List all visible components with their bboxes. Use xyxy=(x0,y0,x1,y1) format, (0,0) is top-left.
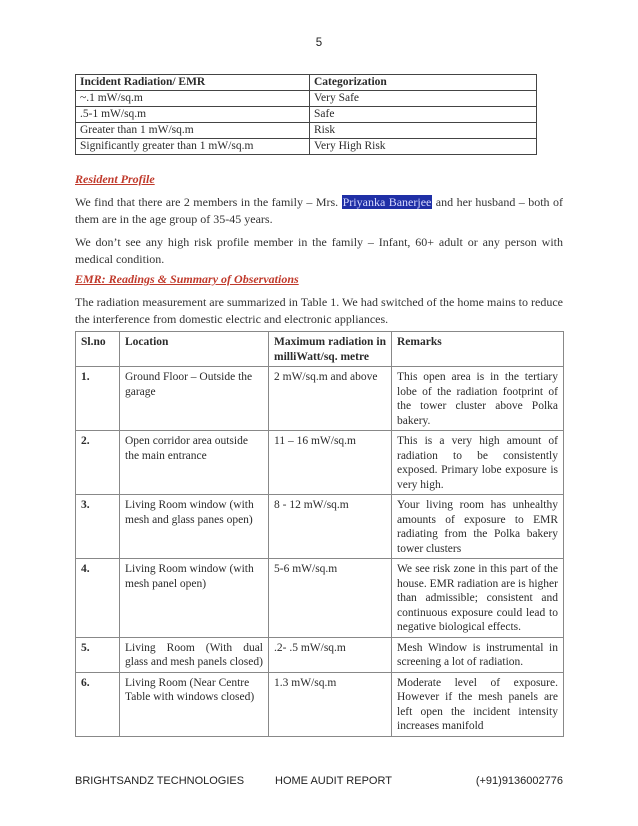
table-header-row xyxy=(76,75,537,91)
remarks-cell: This open area is in the tertiary lobe of the radiation footprint of the tower cluster above Polka bakery. xyxy=(392,367,564,431)
location-cell: Living Room window (with mesh and glass panes open) xyxy=(120,495,269,559)
table-row xyxy=(76,123,537,139)
footer-company: BRIGHTSANDZ TECHNOLOGIES xyxy=(75,775,245,787)
remarks-cell: We see risk zone in this part of the house. EMR radiation are is higher than admissible; consistent and continuous exposure could lead to negative biological effects. xyxy=(392,559,564,638)
row-number: 2. xyxy=(76,431,120,495)
emr-section-heading: EMR: Readings & Summary of Observations xyxy=(75,272,299,286)
radiation-cell: 1.3 mW/sq.m xyxy=(269,672,392,736)
table-row xyxy=(76,139,537,155)
location-cell: Open corridor area outside the main entrance xyxy=(120,431,269,495)
radiation-cell: 5-6 mW/sq.m xyxy=(269,559,392,638)
footer-report-title: HOME AUDIT REPORT xyxy=(275,775,392,787)
column-header-slno: Sl.no xyxy=(76,332,120,367)
table-cell: Significantly greater than 1 mW/sq.m xyxy=(76,139,310,155)
table-row xyxy=(76,495,564,559)
row-number: 4. xyxy=(76,559,120,638)
footer-phone: (+91)9136002776 xyxy=(475,775,563,787)
table-cell: Greater than 1 mW/sq.m xyxy=(76,123,310,139)
table-row xyxy=(76,637,564,672)
paragraph-text: We find that there are 2 members in the family – Mrs. xyxy=(75,195,342,209)
resident-profile-paragraph-2: We don’t see any high risk profile member in the family – Infant, 60+ adult or any person with medical condition. xyxy=(75,235,563,266)
resident-profile-paragraph-1 xyxy=(75,194,563,228)
radiation-cell: 2 mW/sq.m and above xyxy=(269,367,392,431)
radiation-cell: 8 - 12 mW/sq.m xyxy=(269,495,392,559)
table-cell: Very Safe xyxy=(310,91,537,107)
table-cell: ~.1 mW/sq.m xyxy=(76,91,310,107)
remarks-cell: Mesh Window is instrumental in screening a lot of radiation. xyxy=(392,637,564,672)
location-cell: Living Room window (with mesh panel open) xyxy=(120,559,269,638)
location-cell: Ground Floor – Outside the garage xyxy=(120,367,269,431)
table-cell: Risk xyxy=(310,123,537,139)
table-cell: .5-1 mW/sq.m xyxy=(76,107,310,123)
table-row xyxy=(76,107,537,123)
column-header-radiation: Maximum radiation in milliWatt/sq. metre xyxy=(269,332,392,367)
table-row xyxy=(76,672,564,736)
column-header-location: Location xyxy=(120,332,269,367)
categorization-table xyxy=(75,74,537,155)
table-header-row xyxy=(76,332,564,367)
table-row xyxy=(76,367,564,431)
remarks-cell: Your living room has unhealthy amounts of exposure to EMR radiating from the Polka bakery tower clusters xyxy=(392,495,564,559)
table-row xyxy=(76,431,564,495)
table-cell: Very High Risk xyxy=(310,139,537,155)
remarks-cell: Moderate level of exposure. However if the mesh panels are left open the incident intensity increases manifold xyxy=(392,672,564,736)
radiation-cell: .2- .5 mW/sq.m xyxy=(269,637,392,672)
radiation-cell: 11 – 16 mW/sq.m xyxy=(269,431,392,495)
location-cell: Living Room (With dual glass and mesh panels closed) xyxy=(120,637,269,672)
table-row xyxy=(76,91,537,107)
row-number: 3. xyxy=(76,495,120,559)
column-header: Incident Radiation/ EMR xyxy=(76,75,310,91)
location-cell: Living Room (Near Centre Table with windows closed) xyxy=(120,672,269,736)
remarks-cell: This is a very high amount of radiation to be consistently exposed. Primary lobe exposure is very high. xyxy=(392,431,564,495)
table-cell: Safe xyxy=(310,107,537,123)
row-number: 6. xyxy=(76,672,120,736)
emr-intro-paragraph: The radiation measurement are summarized in Table 1. We had switched of the home mains to reduce the interference from domestic electric and electronic appliances. xyxy=(75,295,563,326)
page-number: 5 xyxy=(315,37,323,49)
row-number: 5. xyxy=(76,637,120,672)
highlighted-name: Priyanka Banerjee xyxy=(342,195,432,209)
row-number: 1. xyxy=(76,367,120,431)
page-footer xyxy=(75,775,563,789)
resident-profile-heading: Resident Profile xyxy=(75,172,155,186)
column-header-remarks: Remarks xyxy=(392,332,564,367)
column-header: Categorization xyxy=(310,75,537,91)
table-row xyxy=(76,559,564,638)
observations-table xyxy=(75,331,564,737)
paragraph-text: and her husband – both of them are in the age group of 35-45 years. xyxy=(75,195,563,226)
